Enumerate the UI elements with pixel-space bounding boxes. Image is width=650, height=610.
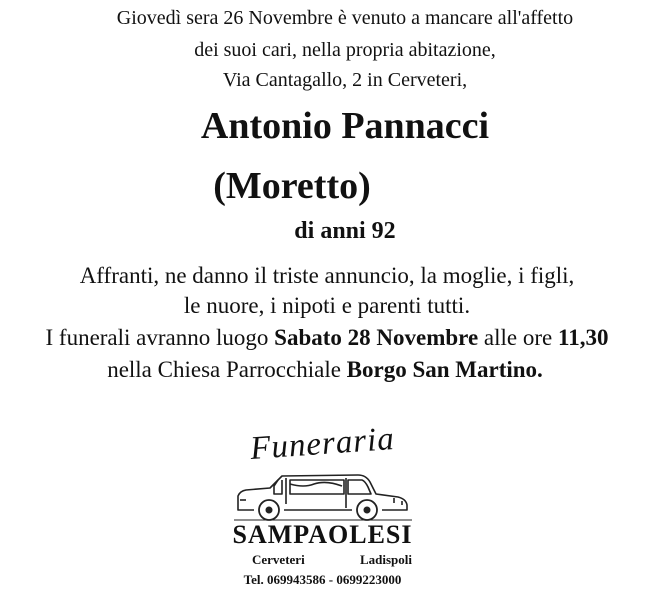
funeral-home-phone: Tel. 069943586 - 0699223000 (243, 572, 402, 587)
deceased-name: Antonio Pannacci (200, 105, 490, 147)
deceased-nickname: (Moretto) (213, 165, 371, 207)
announcement-line-1: Affranti, ne danno il triste annuncio, la moglie, i figli, (79, 263, 575, 288)
funeral-time: 11,30 (558, 325, 609, 350)
funeral-time-prefix: alle ore (478, 325, 558, 350)
place-prefix: nella Chiesa Parrocchiale (107, 357, 347, 382)
funeral-home-name: SAMPAOLESI (232, 520, 413, 549)
announcement-line-2: le nuore, i nipoti e parenti tutti. (183, 293, 471, 318)
town-ladispoli: Ladispoli (359, 552, 412, 567)
funeral-details (2, 324, 650, 352)
funeral-place (0, 356, 650, 384)
intro-line-3: Via Cantagallo, 2 in Cerveteri, (222, 69, 468, 91)
place-location: Borgo San Martino. (346, 357, 543, 382)
hearse-icon (234, 472, 412, 522)
deceased-age: di anni 92 (294, 218, 396, 244)
funeral-prefix: I funerali avranno luogo (45, 325, 275, 350)
town-cerveteri: Cerveteri (252, 552, 305, 567)
funeral-date: Sabato 28 Novembre (274, 325, 479, 350)
funeral-home-logo (210, 418, 435, 596)
intro-line-2: dei suoi cari, nella propria abitazione, (194, 39, 496, 61)
funeral-home-brand: Funeraria (249, 420, 396, 468)
intro-line-1: Giovedì sera 26 Novembre è venuto a mancare all'affetto (116, 7, 574, 29)
